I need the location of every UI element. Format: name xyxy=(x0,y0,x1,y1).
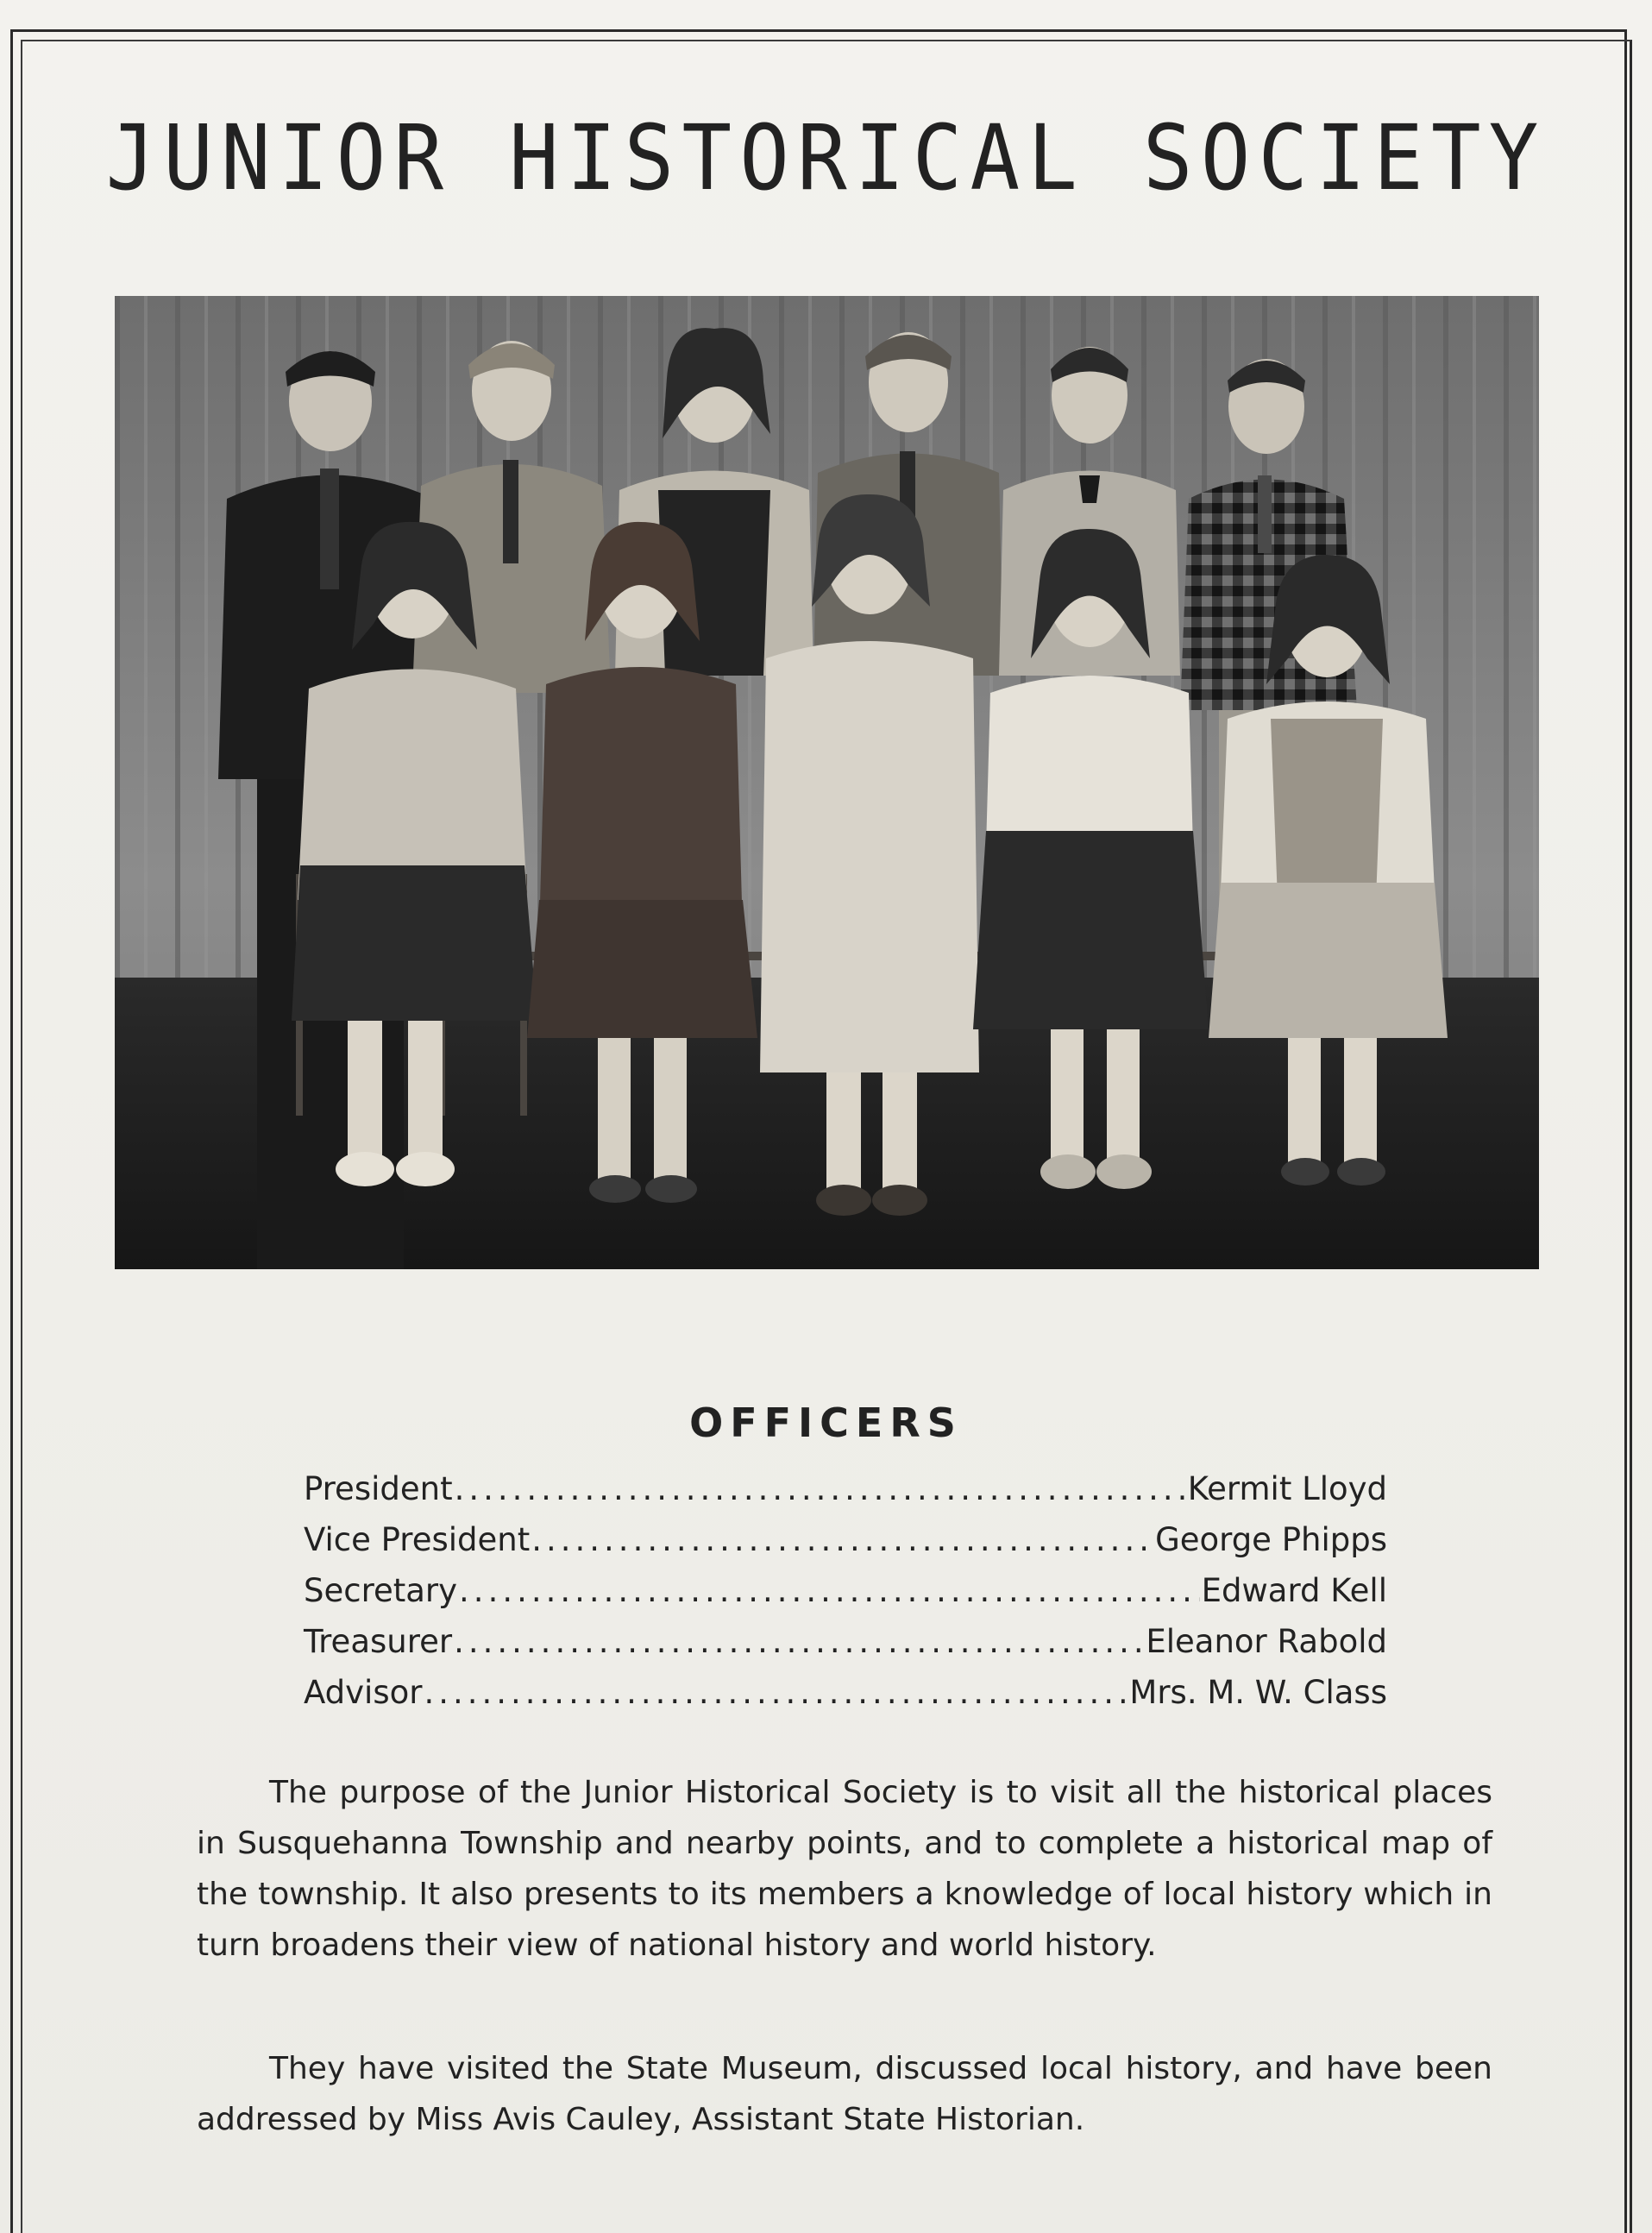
purpose-paragraph: The purpose of the Junior Historical Society is to visit all the historical places in Susquehanna Township and nearby points, and to complete a historical map of the township. It also presents to its members a knowledge of local history which in turn broadens their view of national history and world history. xyxy=(197,1775,1492,1963)
officer-name: Mrs. M. W. Class xyxy=(1129,1674,1387,1711)
officer-row-treasurer xyxy=(304,1623,1387,1674)
leader-dots xyxy=(424,1674,1128,1711)
officer-name: Eleanor Rabold xyxy=(1146,1623,1387,1660)
officer-row-president xyxy=(304,1470,1387,1521)
officer-name: Edward Kell xyxy=(1201,1572,1387,1609)
officer-role: Secretary xyxy=(304,1572,458,1609)
officers-list xyxy=(304,1470,1387,1725)
officer-row-vice-president xyxy=(304,1521,1387,1572)
officer-name: Kermit Lloyd xyxy=(1187,1470,1387,1507)
leader-dots xyxy=(531,1521,1153,1558)
officer-row-secretary xyxy=(304,1572,1387,1623)
officer-role: Vice President xyxy=(304,1521,531,1558)
page-title: JUNIOR HISTORICAL SOCIETY xyxy=(105,105,1547,211)
group-photo xyxy=(115,296,1539,1269)
officer-role: Treasurer xyxy=(304,1623,453,1660)
officer-role: Advisor xyxy=(304,1674,423,1711)
activities-paragraph: They have visited the State Museum, discussed local history, and have been addressed by Miss Avis Cauley, Assistant State Historian. xyxy=(197,2051,1492,2137)
officer-role: President xyxy=(304,1470,453,1507)
leader-dots xyxy=(454,1623,1144,1660)
officers-heading: OFFICERS xyxy=(689,1400,963,1446)
officer-name: George Phipps xyxy=(1155,1521,1387,1558)
officer-row-advisor xyxy=(304,1674,1387,1725)
leader-dots xyxy=(455,1470,1186,1507)
leader-dots xyxy=(459,1572,1200,1609)
